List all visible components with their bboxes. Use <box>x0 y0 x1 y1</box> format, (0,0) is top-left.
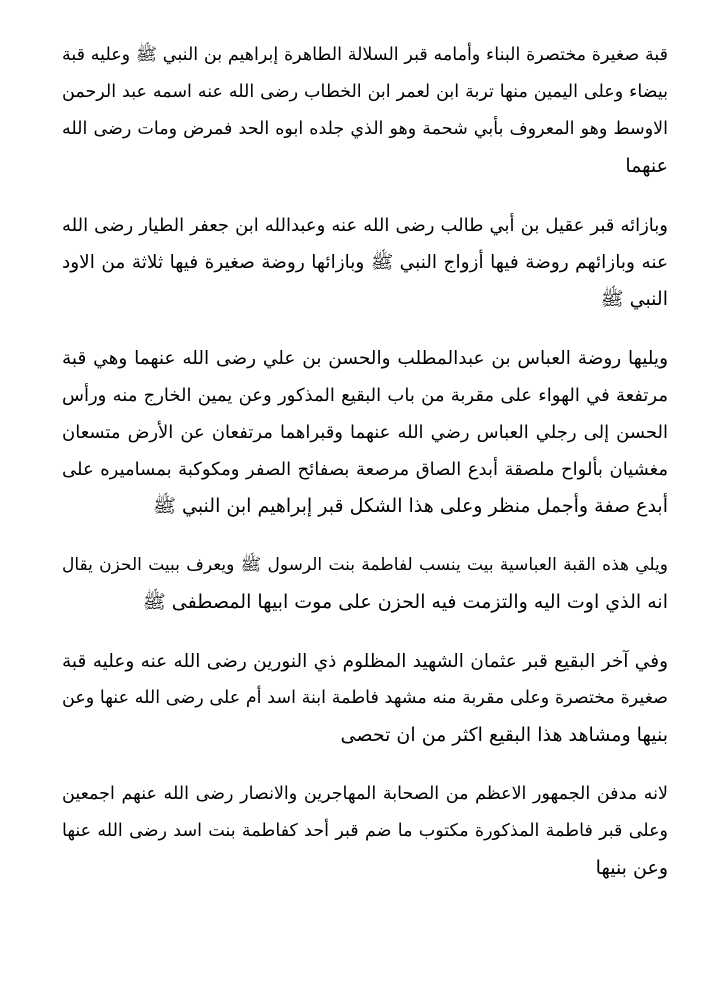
text-line: صغيرة مختصرة وعلى مقربة منه مشهد فاطمة ابنة اسد أم على رضى الله عنها وعن <box>62 688 668 708</box>
text-line: عنهما <box>625 155 668 177</box>
text-line: مرتفعة في الهواء على مقربة من باب البقيع المذكور وعن يمين الخارج منه ورأس <box>62 385 668 406</box>
text-line: انه الذي اوت اليه والتزمت فيه الحزن على موت ابيها المصطفى ﷺ <box>142 591 668 613</box>
text-line: وبازائه قبر عقيل بن أبي طالب رضى الله عنه وعبدالله ابن جعفر الطيار رضى الله <box>62 215 668 236</box>
text-line: قبة صغيرة مختصرة البناء وأمامه قبر السلالة الطاهرة إبراهيم بن النبي ﷺ وعليه قبة <box>62 45 668 65</box>
paragraph-6 <box>62 776 668 887</box>
text-line: ويلي هذه القبة العباسية بيت ينسب لفاطمة بنت الرسول ﷺ ويعرف ببيت الحزن يقال <box>62 555 668 575</box>
text-line: بيضاء وعلى اليمين منها تربة ابن لعمر ابن الخطاب رضى الله عنه اسمه عبد الرحمن <box>62 82 668 102</box>
paragraph-4 <box>62 547 668 621</box>
text-line: أبدع صفة وأجمل منظر وعلى هذا الشكل قبر إبراهيم ابن النبي ﷺ <box>153 495 668 517</box>
text-line: النبي ﷺ <box>600 288 668 310</box>
paragraph-3 <box>62 340 668 525</box>
text-line: وعن بنيها <box>595 857 668 879</box>
paragraph-1 <box>62 37 668 185</box>
text-line: وفي آخر البقيع قبر عثمان الشهيد المظلوم ذي النورين رضى الله عنه وعليه قبة <box>62 651 668 672</box>
text-line: بنيها ومشاهد هذا البقيع اكثر من ان تحصى <box>340 724 668 746</box>
text-line: لانه مدفن الجمهور الاعظم من الصحابة المهاجرين والانصار رضى الله عنهم اجمعين <box>62 784 668 804</box>
paragraph-2 <box>62 207 668 318</box>
text-line: ويليها روضة العباس بن عبدالمطلب والحسن بن علي رضى الله عنهما وهي قبة <box>62 348 668 369</box>
text-line: الحسن إلى رجلي العباس رضي الله عنهما وقبراهما مرتفعان عن الأرض متسعان <box>62 422 668 443</box>
text-line: عنه وبازائهم روضة فيها أزواج النبي ﷺ وبازائها روضة صغيرة فيها ثلاثة من الاود <box>62 252 668 273</box>
text-line: الاوسط وهو المعروف بأبي شحمة وهو الذي جلده ابوه الحد فمرض ومات رضى الله <box>62 119 668 139</box>
text-line: وعلى قبر فاطمة المذكورة مكتوب ما ضم قبر أحد كفاطمة بنت اسد رضى الله عنها <box>62 821 668 841</box>
text-line: مغشيان بألواح ملصقة أبدع الصاق مرصعة بصفائح الصفر ومكوكبة بمساميره على <box>62 459 668 480</box>
paragraph-5 <box>62 643 668 754</box>
